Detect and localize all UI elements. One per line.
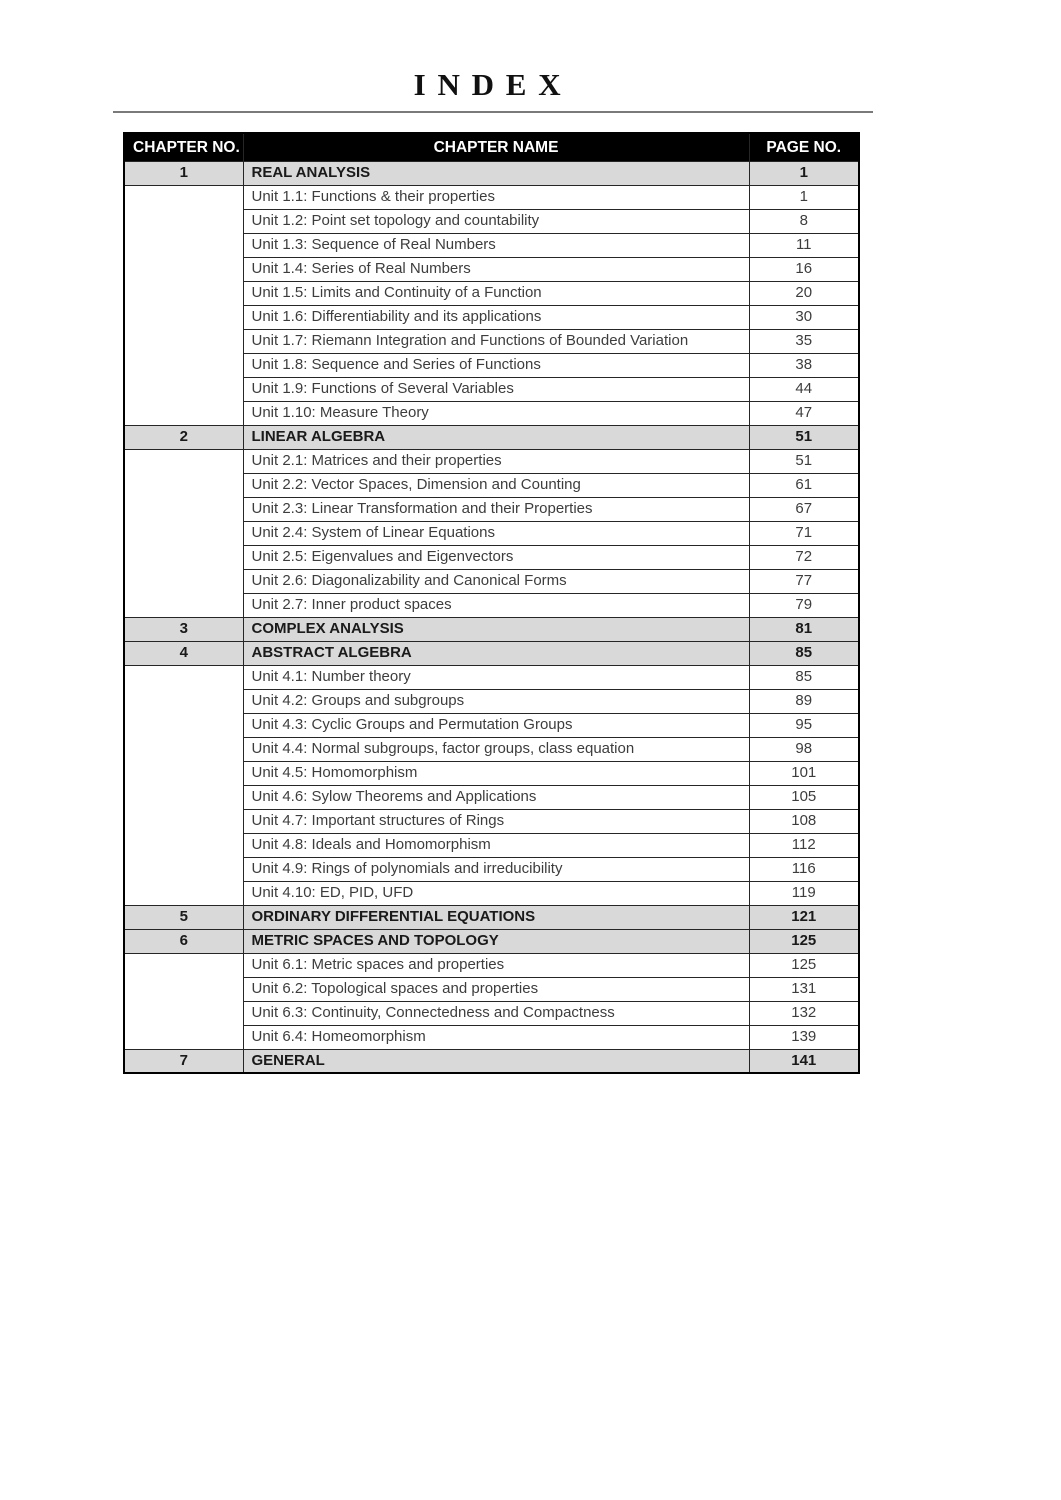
col-header-chapter-no: CHAPTER NO. [124, 133, 243, 161]
unit-page-cell: 139 [749, 1025, 859, 1049]
index-table-header [124, 133, 859, 161]
unit-name-cell: Unit 6.1: Metric spaces and properties [243, 953, 749, 977]
unit-page-cell: 35 [749, 329, 859, 353]
chapter-page-cell: 51 [749, 425, 859, 449]
unit-name-cell: Unit 2.2: Vector Spaces, Dimension and Counting [243, 473, 749, 497]
unit-name-cell: Unit 6.2: Topological spaces and properties [243, 977, 749, 1001]
chapter-name-cell: ORDINARY DIFFERENTIAL EQUATIONS [243, 905, 749, 929]
unit-page-cell: 44 [749, 377, 859, 401]
chapter-no-cell: 4 [124, 641, 243, 665]
chapter-name-cell: LINEAR ALGEBRA [243, 425, 749, 449]
unit-name-cell: Unit 2.7: Inner product spaces [243, 593, 749, 617]
unit-page-cell: 98 [749, 737, 859, 761]
unit-name-cell: Unit 4.6: Sylow Theorems and Applications [243, 785, 749, 809]
chapter-no-cell: 3 [124, 617, 243, 641]
unit-page-cell: 116 [749, 857, 859, 881]
unit-page-cell: 105 [749, 785, 859, 809]
unit-page-cell: 72 [749, 545, 859, 569]
unit-page-cell: 61 [749, 473, 859, 497]
chapter-name-cell: REAL ANALYSIS [243, 161, 749, 185]
unit-name-cell: Unit 4.2: Groups and subgroups [243, 689, 749, 713]
unit-page-cell: 1 [749, 185, 859, 209]
unit-page-cell: 119 [749, 881, 859, 905]
chapter-row [124, 641, 859, 665]
page-title: INDEX [413, 67, 573, 102]
unit-name-cell: Unit 1.7: Riemann Integration and Functions of Bounded Variation [243, 329, 749, 353]
unit-name-cell: Unit 4.5: Homomorphism [243, 761, 749, 785]
chapter-no-cell: 7 [124, 1049, 243, 1073]
unit-name-cell: Unit 2.5: Eigenvalues and Eigenvectors [243, 545, 749, 569]
unit-name-cell: Unit 4.9: Rings of polynomials and irreducibility [243, 857, 749, 881]
unit-page-cell: 108 [749, 809, 859, 833]
unit-name-cell: Unit 2.6: Diagonalizability and Canonical Forms [243, 569, 749, 593]
unit-page-cell: 85 [749, 665, 859, 689]
chapter-row [124, 905, 859, 929]
chapter-row [124, 1049, 859, 1073]
unit-row [124, 665, 859, 689]
unit-name-cell: Unit 6.3: Continuity, Connectedness and Compactness [243, 1001, 749, 1025]
unit-page-cell: 125 [749, 953, 859, 977]
unit-page-cell: 51 [749, 449, 859, 473]
chapter-no-cell: 5 [124, 905, 243, 929]
index-table [123, 132, 860, 1074]
unit-page-cell: 47 [749, 401, 859, 425]
unit-name-cell: Unit 1.6: Differentiability and its applications [243, 305, 749, 329]
unit-name-cell: Unit 2.3: Linear Transformation and their Properties [243, 497, 749, 521]
unit-name-cell: Unit 4.8: Ideals and Homomorphism [243, 833, 749, 857]
unit-page-cell: 67 [749, 497, 859, 521]
unit-name-cell: Unit 6.4: Homeomorphism [243, 1025, 749, 1049]
index-table-body [124, 161, 859, 1073]
unit-page-cell: 11 [749, 233, 859, 257]
title-rule [113, 111, 873, 113]
unit-name-cell: Unit 1.3: Sequence of Real Numbers [243, 233, 749, 257]
unit-name-cell: Unit 4.1: Number theory [243, 665, 749, 689]
unit-name-cell: Unit 4.7: Important structures of Rings [243, 809, 749, 833]
chapter-row [124, 617, 859, 641]
chapter-page-cell: 141 [749, 1049, 859, 1073]
chapter-name-cell: GENERAL [243, 1049, 749, 1073]
unit-page-cell: 71 [749, 521, 859, 545]
chapter-name-cell: METRIC SPACES AND TOPOLOGY [243, 929, 749, 953]
unit-name-cell: Unit 1.10: Measure Theory [243, 401, 749, 425]
chapter-row [124, 929, 859, 953]
unit-page-cell: 16 [749, 257, 859, 281]
col-header-page-no: PAGE NO. [749, 133, 859, 161]
chapter-name-cell: COMPLEX ANALYSIS [243, 617, 749, 641]
unit-page-cell: 89 [749, 689, 859, 713]
chapter-page-cell: 81 [749, 617, 859, 641]
unit-page-cell: 79 [749, 593, 859, 617]
unit-row [124, 449, 859, 473]
unit-name-cell: Unit 1.9: Functions of Several Variables [243, 377, 749, 401]
unit-row [124, 953, 859, 977]
unit-name-cell: Unit 1.2: Point set topology and countability [243, 209, 749, 233]
chapter-no-cell: 2 [124, 425, 243, 449]
chapter-no-cell: 1 [124, 161, 243, 185]
header-row [124, 133, 859, 161]
chapter-row [124, 425, 859, 449]
chapter-no-merged-empty-cell [124, 185, 243, 425]
unit-name-cell: Unit 1.5: Limits and Continuity of a Function [243, 281, 749, 305]
unit-page-cell: 131 [749, 977, 859, 1001]
chapter-page-cell: 85 [749, 641, 859, 665]
unit-page-cell: 20 [749, 281, 859, 305]
unit-page-cell: 112 [749, 833, 859, 857]
chapter-row [124, 161, 859, 185]
unit-name-cell: Unit 2.1: Matrices and their properties [243, 449, 749, 473]
col-header-chapter-name: CHAPTER NAME [243, 133, 749, 161]
chapter-no-merged-empty-cell [124, 665, 243, 905]
chapter-page-cell: 1 [749, 161, 859, 185]
unit-name-cell: Unit 2.4: System of Linear Equations [243, 521, 749, 545]
unit-name-cell: Unit 4.3: Cyclic Groups and Permutation Groups [243, 713, 749, 737]
chapter-page-cell: 121 [749, 905, 859, 929]
unit-name-cell: Unit 4.10: ED, PID, UFD [243, 881, 749, 905]
unit-page-cell: 132 [749, 1001, 859, 1025]
unit-page-cell: 77 [749, 569, 859, 593]
unit-name-cell: Unit 1.4: Series of Real Numbers [243, 257, 749, 281]
chapter-no-merged-empty-cell [124, 953, 243, 1049]
unit-page-cell: 95 [749, 713, 859, 737]
chapter-no-cell: 6 [124, 929, 243, 953]
unit-name-cell: Unit 1.1: Functions & their properties [243, 185, 749, 209]
unit-page-cell: 38 [749, 353, 859, 377]
unit-name-cell: Unit 1.8: Sequence and Series of Functions [243, 353, 749, 377]
unit-page-cell: 101 [749, 761, 859, 785]
unit-name-cell: Unit 4.4: Normal subgroups, factor groups, class equation [243, 737, 749, 761]
unit-page-cell: 8 [749, 209, 859, 233]
unit-page-cell: 30 [749, 305, 859, 329]
page-content [113, 0, 873, 1074]
chapter-name-cell: ABSTRACT ALGEBRA [243, 641, 749, 665]
chapter-page-cell: 125 [749, 929, 859, 953]
chapter-no-merged-empty-cell [124, 449, 243, 617]
unit-row [124, 185, 859, 209]
